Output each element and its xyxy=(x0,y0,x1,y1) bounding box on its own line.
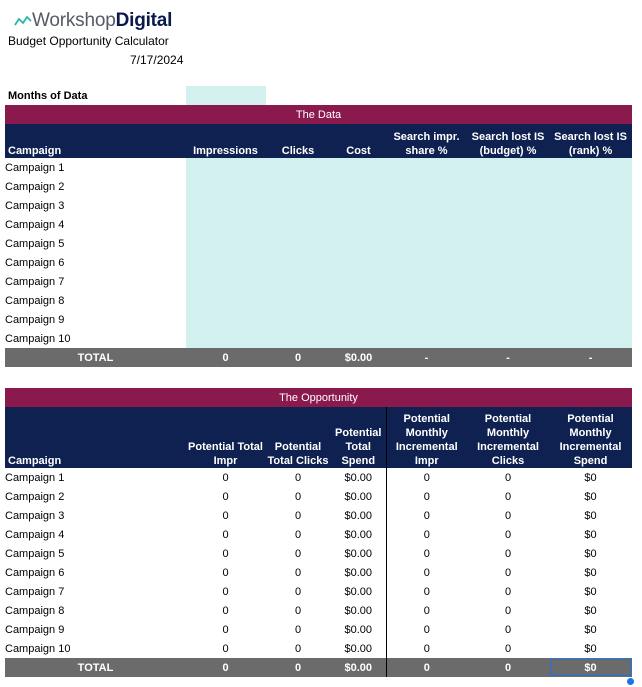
campaign-name-cell[interactable]: Campaign 9 xyxy=(5,313,65,326)
incremental-impr-cell[interactable]: 0 xyxy=(423,585,430,598)
potential-total-impr-cell[interactable]: 0 xyxy=(222,490,229,503)
potential-total-clicks-cell[interactable]: 0 xyxy=(294,547,302,560)
campaign-name-cell[interactable]: Campaign 6 xyxy=(5,566,65,579)
clicks-input-cell[interactable] xyxy=(265,234,331,253)
workshop-digital-logo xyxy=(14,9,172,33)
lost-rank-input-cell[interactable] xyxy=(549,158,632,177)
lost-budget-input-cell[interactable] xyxy=(467,291,549,310)
lost-budget-input-cell[interactable] xyxy=(467,329,549,348)
campaign-name-cell[interactable]: Campaign 5 xyxy=(5,237,65,250)
opportunity-row xyxy=(5,506,632,525)
impr-share-input-cell[interactable] xyxy=(386,234,467,253)
impr-share-input-cell[interactable] xyxy=(386,253,467,272)
trend-line-icon xyxy=(14,15,32,27)
incremental-spend-cell[interactable]: $0 xyxy=(584,566,597,579)
potential-total-spend-cell[interactable]: $0.00 xyxy=(331,525,386,544)
campaign-name-cell[interactable]: Campaign 4 xyxy=(5,218,65,231)
total-clicks: 0 xyxy=(265,348,331,367)
lost-rank-input-cell[interactable] xyxy=(549,291,632,310)
data-section-title: The Data xyxy=(5,105,632,124)
total-impressions: 0 xyxy=(186,348,265,367)
potential-total-impr-cell[interactable]: 0 xyxy=(222,642,229,655)
lost-budget-input-cell[interactable] xyxy=(467,272,549,291)
impr-share-input-cell[interactable] xyxy=(386,329,467,348)
incremental-spend-cell[interactable]: $0 xyxy=(584,471,597,484)
campaign-name-cell[interactable]: Campaign 8 xyxy=(5,294,65,307)
col-lost-is-budget: Search lost IS (budget) % xyxy=(467,124,549,158)
opportunity-table xyxy=(5,388,632,677)
incremental-clicks-cell[interactable]: 0 xyxy=(504,566,512,579)
total-impr-share: - xyxy=(386,348,467,367)
lost-rank-input-cell[interactable] xyxy=(549,272,632,291)
campaign-name-cell[interactable]: Campaign 1 xyxy=(5,161,65,174)
lost-budget-input-cell[interactable] xyxy=(467,215,549,234)
opp-total-spend: $0.00 xyxy=(331,658,386,677)
opp-col-incr-spend: Potential Monthly Incremental Spend xyxy=(549,407,632,468)
potential-total-spend-cell[interactable]: $0.00 xyxy=(331,620,386,639)
incremental-impr-cell[interactable]: 0 xyxy=(423,547,430,560)
clicks-input-cell[interactable] xyxy=(265,177,331,196)
campaign-name-cell[interactable]: Campaign 4 xyxy=(5,528,65,541)
opportunity-row xyxy=(5,468,632,487)
campaign-name-cell[interactable]: Campaign 10 xyxy=(5,642,71,655)
clicks-input-cell[interactable] xyxy=(265,272,331,291)
opp-col-total-spend: Potential Total Spend xyxy=(331,407,386,468)
incremental-spend-cell[interactable]: $0 xyxy=(584,528,597,541)
opportunity-row xyxy=(5,487,632,506)
potential-total-impr-cell[interactable]: 0 xyxy=(222,547,229,560)
impr-share-input-cell[interactable] xyxy=(386,291,467,310)
opportunity-row xyxy=(5,582,632,601)
data-row xyxy=(5,215,632,234)
incremental-impr-cell[interactable]: 0 xyxy=(423,642,430,655)
campaign-name-cell[interactable]: Campaign 3 xyxy=(5,509,65,522)
incremental-spend-cell[interactable]: $0 xyxy=(584,585,597,598)
cost-input-cell[interactable] xyxy=(331,329,386,348)
campaign-name-cell[interactable]: Campaign 8 xyxy=(5,604,65,617)
clicks-input-cell[interactable] xyxy=(265,291,331,310)
opportunity-row xyxy=(5,601,632,620)
lost-rank-input-cell[interactable] xyxy=(549,177,632,196)
incremental-impr-cell[interactable]: 0 xyxy=(423,566,430,579)
potential-total-spend-cell[interactable]: $0.00 xyxy=(331,601,386,620)
opp-col-campaign: Campaign xyxy=(5,407,186,468)
months-of-data-input[interactable] xyxy=(186,86,266,105)
incremental-clicks-cell[interactable]: 0 xyxy=(504,604,512,617)
cost-input-cell[interactable] xyxy=(331,215,386,234)
lost-budget-input-cell[interactable] xyxy=(467,158,549,177)
logo-word-workshop: Workshop xyxy=(32,10,116,31)
total-lost-budget: - xyxy=(467,348,549,367)
incremental-spend-cell[interactable]: $0 xyxy=(584,604,597,617)
total-label: TOTAL xyxy=(5,348,186,367)
col-campaign: Campaign xyxy=(5,124,186,158)
report-date: 7/17/2024 xyxy=(130,53,184,67)
potential-total-impr-cell[interactable]: 0 xyxy=(222,604,229,617)
potential-total-clicks-cell[interactable]: 0 xyxy=(294,509,302,522)
campaign-name-cell[interactable]: Campaign 1 xyxy=(5,471,65,484)
clicks-input-cell[interactable] xyxy=(265,215,331,234)
impressions-input-cell[interactable] xyxy=(186,234,265,253)
lost-budget-input-cell[interactable] xyxy=(467,253,549,272)
opp-total-incr-impr: 0 xyxy=(386,658,467,677)
potential-total-spend-cell[interactable]: $0.00 xyxy=(331,544,386,563)
opp-total-incr-clicks: 0 xyxy=(467,658,549,677)
campaign-name-cell[interactable]: Campaign 7 xyxy=(5,275,65,288)
data-row xyxy=(5,158,632,177)
incremental-spend-cell[interactable]: $0 xyxy=(584,642,597,655)
impressions-input-cell[interactable] xyxy=(186,329,265,348)
data-row xyxy=(5,310,632,329)
opp-col-total-clicks: Potential Total Clicks xyxy=(265,407,331,468)
data-row xyxy=(5,196,632,215)
total-lost-rank: - xyxy=(549,348,632,367)
col-search-impr-share: Search impr. share % xyxy=(386,124,467,158)
potential-total-impr-cell[interactable]: 0 xyxy=(222,528,229,541)
lost-budget-input-cell[interactable] xyxy=(467,310,549,329)
data-table xyxy=(5,105,632,367)
incremental-impr-cell[interactable]: 0 xyxy=(423,604,430,617)
impressions-input-cell[interactable] xyxy=(186,272,265,291)
potential-total-impr-cell[interactable]: 0 xyxy=(222,585,229,598)
campaign-name-cell[interactable]: Campaign 2 xyxy=(5,490,65,503)
potential-total-spend-cell[interactable]: $0.00 xyxy=(331,468,386,487)
opp-total-incr-spend-selected-cell[interactable]: $0 xyxy=(549,658,632,677)
potential-total-clicks-cell[interactable]: 0 xyxy=(294,566,302,579)
impressions-input-cell[interactable] xyxy=(186,158,265,177)
campaign-name-cell[interactable]: Campaign 6 xyxy=(5,256,65,269)
opportunity-row xyxy=(5,525,632,544)
impressions-input-cell[interactable] xyxy=(186,310,265,329)
potential-total-spend-cell[interactable]: $0.00 xyxy=(331,487,386,506)
incremental-impr-cell[interactable]: 0 xyxy=(423,623,430,636)
impressions-input-cell[interactable] xyxy=(186,291,265,310)
cost-input-cell[interactable] xyxy=(331,272,386,291)
lost-rank-input-cell[interactable] xyxy=(549,253,632,272)
col-lost-is-rank: Search lost IS (rank) % xyxy=(549,124,632,158)
campaign-name-cell[interactable]: Campaign 9 xyxy=(5,623,65,636)
potential-total-spend-cell[interactable]: $0.00 xyxy=(331,506,386,525)
cost-input-cell[interactable] xyxy=(331,310,386,329)
potential-total-clicks-cell[interactable]: 0 xyxy=(294,490,302,503)
potential-total-impr-cell[interactable]: 0 xyxy=(222,471,229,484)
lost-rank-input-cell[interactable] xyxy=(549,329,632,348)
opp-total-clicks: 0 xyxy=(265,658,331,677)
campaign-name-cell[interactable]: Campaign 3 xyxy=(5,199,65,212)
incremental-impr-cell[interactable]: 0 xyxy=(423,490,430,503)
clicks-input-cell[interactable] xyxy=(265,310,331,329)
lost-budget-input-cell[interactable] xyxy=(467,196,549,215)
opp-col-incr-clicks: Potential Monthly Incremental Clicks xyxy=(467,407,549,468)
lost-rank-input-cell[interactable] xyxy=(549,234,632,253)
opportunity-row xyxy=(5,544,632,563)
col-cost: Cost xyxy=(331,124,386,158)
data-row xyxy=(5,253,632,272)
impr-share-input-cell[interactable] xyxy=(386,196,467,215)
clicks-input-cell[interactable] xyxy=(265,329,331,348)
impressions-input-cell[interactable] xyxy=(186,177,265,196)
data-row xyxy=(5,291,632,310)
impr-share-input-cell[interactable] xyxy=(386,310,467,329)
impressions-input-cell[interactable] xyxy=(186,196,265,215)
fill-handle[interactable] xyxy=(627,678,634,685)
impr-share-input-cell[interactable] xyxy=(386,215,467,234)
potential-total-spend-cell[interactable]: $0.00 xyxy=(331,639,386,658)
incremental-spend-cell[interactable]: $0 xyxy=(584,623,597,636)
cost-input-cell[interactable] xyxy=(331,253,386,272)
data-row xyxy=(5,272,632,291)
campaign-name-cell[interactable]: Campaign 7 xyxy=(5,585,65,598)
opp-col-total-impr: Potential Total Impr xyxy=(186,407,265,468)
potential-total-clicks-cell[interactable]: 0 xyxy=(294,528,302,541)
opp-col-incr-impr: Potential Monthly Incremental Impr xyxy=(386,407,467,468)
incremental-impr-cell[interactable]: 0 xyxy=(423,509,430,522)
incremental-spend-cell[interactable]: $0 xyxy=(584,547,597,560)
opp-total-label: TOTAL xyxy=(5,658,186,677)
incremental-clicks-cell[interactable]: 0 xyxy=(504,623,512,636)
lost-budget-input-cell[interactable] xyxy=(467,234,549,253)
data-row xyxy=(5,234,632,253)
cost-input-cell[interactable] xyxy=(331,158,386,177)
opportunity-row xyxy=(5,620,632,639)
clicks-input-cell[interactable] xyxy=(265,253,331,272)
campaign-name-cell[interactable]: Campaign 5 xyxy=(5,547,65,560)
incremental-clicks-cell[interactable]: 0 xyxy=(504,547,512,560)
incremental-clicks-cell[interactable]: 0 xyxy=(504,471,512,484)
data-total-row xyxy=(5,348,632,367)
potential-total-impr-cell[interactable]: 0 xyxy=(222,509,229,522)
col-impressions: Impressions xyxy=(186,124,265,158)
incremental-clicks-cell[interactable]: 0 xyxy=(504,490,512,503)
lost-rank-input-cell[interactable] xyxy=(549,310,632,329)
incremental-clicks-cell[interactable]: 0 xyxy=(504,585,512,598)
cost-input-cell[interactable] xyxy=(331,196,386,215)
impressions-input-cell[interactable] xyxy=(186,215,265,234)
lost-rank-input-cell[interactable] xyxy=(549,215,632,234)
incremental-spend-cell[interactable]: $0 xyxy=(584,509,597,522)
potential-total-clicks-cell[interactable]: 0 xyxy=(294,585,302,598)
incremental-impr-cell[interactable]: 0 xyxy=(423,528,430,541)
potential-total-spend-cell[interactable]: $0.00 xyxy=(331,582,386,601)
impr-share-input-cell[interactable] xyxy=(386,177,467,196)
incremental-clicks-cell[interactable]: 0 xyxy=(504,642,512,655)
opportunity-row xyxy=(5,639,632,658)
impr-share-input-cell[interactable] xyxy=(386,158,467,177)
months-of-data-label: Months of Data xyxy=(8,90,88,102)
col-clicks: Clicks xyxy=(265,124,331,158)
cost-input-cell[interactable] xyxy=(331,177,386,196)
logo-word-digital: Digital xyxy=(115,10,173,31)
cost-input-cell[interactable] xyxy=(331,234,386,253)
data-row xyxy=(5,329,632,348)
potential-total-clicks-cell[interactable]: 0 xyxy=(294,623,302,636)
campaign-name-cell[interactable]: Campaign 2 xyxy=(5,180,65,193)
opp-total-impr: 0 xyxy=(186,658,265,677)
total-cost: $0.00 xyxy=(331,348,386,367)
opportunity-row xyxy=(5,563,632,582)
opportunity-total-row xyxy=(5,658,632,677)
opportunity-section-title: The Opportunity xyxy=(5,388,632,407)
potential-total-clicks-cell[interactable]: 0 xyxy=(294,471,302,484)
campaign-name-cell[interactable]: Campaign 10 xyxy=(5,332,71,345)
clicks-input-cell[interactable] xyxy=(265,158,331,177)
incremental-clicks-cell[interactable]: 0 xyxy=(504,528,512,541)
potential-total-spend-cell[interactable]: $0.00 xyxy=(331,563,386,582)
impr-share-input-cell[interactable] xyxy=(386,272,467,291)
incremental-impr-cell[interactable]: 0 xyxy=(423,471,430,484)
cost-input-cell[interactable] xyxy=(331,291,386,310)
lost-budget-input-cell[interactable] xyxy=(467,177,549,196)
potential-total-impr-cell[interactable]: 0 xyxy=(222,566,229,579)
potential-total-impr-cell[interactable]: 0 xyxy=(222,623,229,636)
incremental-clicks-cell[interactable]: 0 xyxy=(504,509,512,522)
potential-total-clicks-cell[interactable]: 0 xyxy=(294,642,302,655)
clicks-input-cell[interactable] xyxy=(265,196,331,215)
potential-total-clicks-cell[interactable]: 0 xyxy=(294,604,302,617)
lost-rank-input-cell[interactable] xyxy=(549,196,632,215)
incremental-spend-cell[interactable]: $0 xyxy=(584,490,597,503)
impressions-input-cell[interactable] xyxy=(186,253,265,272)
data-row xyxy=(5,177,632,196)
page-title: Budget Opportunity Calculator xyxy=(8,34,169,48)
